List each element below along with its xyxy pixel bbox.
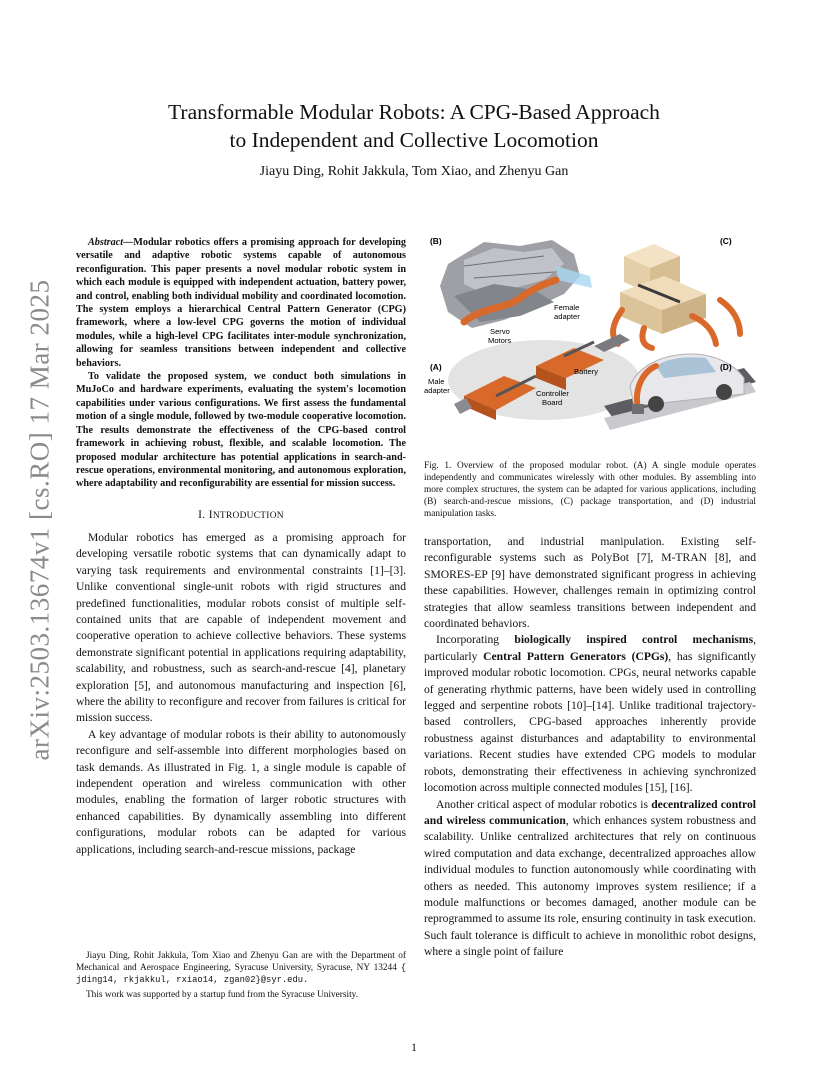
figure-1-caption: Fig. 1. Overview of the proposed modular robot. (A) A single module operates independently and communicates wirelessly with other modules. By assembling into more complex structures, the system can be adapted for various applications, including (B) search-and-rescue missions, (C) package transportation, and (D) industrial manipulation tasks.: [424, 461, 756, 519]
page-number: 1: [411, 1040, 417, 1054]
section-smallcaps: NTRODUCTION: [212, 510, 284, 521]
section-initial: I: [208, 507, 213, 521]
title-line-1: Transformable Modular Robots: A CPG-Based Approach: [168, 100, 660, 124]
label-male-1: Male: [428, 377, 445, 386]
left-column: [76, 236, 406, 858]
figure-label-d: (D): [720, 362, 732, 372]
label-controller-2: Board: [542, 398, 563, 407]
label-servo-2: Motors: [488, 336, 512, 345]
right-p2-c: , particularly: [424, 633, 756, 663]
section-heading-introduction: [76, 507, 406, 524]
right-p2-a: Incorporating: [436, 633, 515, 647]
right-paragraph-1: transportation, and industrial manipulation. Existing self-reconfigurable systems such as PolyBot [7], M-TRAN [8], and SMORES-EP [9] have demonstrated significant progress in achieving these capabilities. However, challenges remain in optimizing control strategies that allow seamless transitions between independent and coordinated behaviors.: [424, 535, 756, 631]
label-servo-1: Servo: [490, 327, 510, 336]
footnote-funding: This work was supported by a startup fund from the Syracuse University.: [86, 989, 359, 1000]
right-column-text: [424, 534, 756, 961]
right-p3-bold: decentralized control and wireless communication: [424, 797, 756, 827]
scene-package-transport: [613, 244, 740, 348]
label-battery: Battery: [574, 367, 599, 376]
section-numeral: I.: [198, 507, 209, 521]
right-column: [424, 236, 756, 961]
figure-1: [424, 236, 756, 458]
right-paragraph-2: [424, 632, 756, 796]
right-paragraph-3: [424, 797, 756, 961]
footnote-affiliation-text: Jiayu Ding, Rohit Jakkula, Tom Xiao and Zhenyu Gan are with the Department of Mechanical and Aerospace Engineering, Syracuse University, Syracuse, NY 13244: [76, 951, 406, 974]
right-p2-bold-2: Central Pattern Generators (CPGs): [483, 649, 669, 663]
right-p2-bold-1: biologically inspired control mechanisms: [514, 633, 754, 647]
figure-label-a: (A): [430, 362, 442, 372]
intro-paragraph-1: Modular robotics has emerged as a promising approach for developing versatile robotic systems that can dynamically adapt to varying task requirements and environmental constraints [1]–[3]. Unlike conventional single-unit robots with rigid structures and predefined functionalities, modular robots consist of multiple self-contained units that are capable of independent movement and cooperative operation to achieve collective behaviors. These systems demonstrate significant potential in applications requiring adaptability, scalability, and robustness, such as search-and-rescue [4], planetary exploration [5], and autonomous manufacturing and inspection [6], where the ability to reconfigure and recover from failures is critical for mission success.: [76, 530, 406, 725]
label-male-2: adapter: [424, 386, 450, 395]
abstract-paragraph-2: To validate the proposed system, we conduct both simulations in MuJoCo and hardware experiments, evaluating the system's locomotion capabilities under various configurations. We first assess the fundamental motion of a single module, followed by two-module cooperative locomotion. The results demonstrate the effectiveness of the CPG-based control framework in achieving robust, flexible, and scalable locomotion. The proposed modular architecture has potential applications in search-and-rescue operations, environmental monitoring, and autonomous exploration, where adaptability and reconfigurability are essential for mission success.: [76, 371, 406, 490]
abstract-paragraph-1: [76, 236, 406, 370]
label-controller-1: Controller: [536, 389, 569, 398]
arxiv-identifier: arXiv:2503.13674v1 [cs.RO] 17 Mar 2025: [24, 279, 55, 761]
footnote-emails: { jding14, rkjakkul, rxiao14, zgan02}@syr.edu.: [76, 963, 406, 986]
footnote: [76, 950, 406, 1003]
right-p3-a: Another critical aspect of modular robotics is: [436, 797, 652, 811]
figure-1-illustration: [424, 236, 756, 458]
footnote-affiliation: [76, 950, 406, 987]
abstract-lead: Abstract: [88, 237, 124, 248]
right-p2-d: , has significantly improved modular robotic locomotion. CPGs, neural networks capable of generating rhythmic patterns, have been widely used in controlling legged and serpentine robots [10]–[14]. Unlike traditional trajectory-based controllers, CPG-based approaches inherently provide robustness against disturbances and adaptability to environmental variations. Recent studies have extended CPG models to modular robots, demonstrating their effectiveness in achieving synchronized locomotion across multiple connected modules [15], [16].: [424, 649, 757, 795]
figure-label-b: (B): [430, 236, 442, 246]
author-list: Jiayu Ding, Rohit Jakkula, Tom Xiao, and Zhenyu Gan: [259, 164, 569, 179]
label-female-2: adapter: [554, 312, 580, 321]
label-female-1: Female: [554, 303, 580, 312]
right-p3-c: , which enhances system robustness and scalability. Unlike centralized architectures that rely on continuous wired computation and data exchange, decentralized approaches allow individual modules to function autonomously while coordinating with others as needed. This autonomy improves system resilience; if a module malfunctions or becomes damaged, another module can be reprogrammed to assume its role, ensuring continuity in task execution. Such fault tolerance is difficult to achieve in monolithic robot designs, where a single point of failure: [424, 813, 756, 959]
abstract-dash: —: [123, 237, 134, 248]
figure-label-c: (C): [720, 236, 732, 246]
intro-paragraph-2: A key advantage of modular robots is their ability to autonomously reconfigure and self-assemble into different morphologies based on task demands. As illustrated in Fig. 1, a single module is capable of independent operation and wireless communication with other modules, enabling the formation of larger robotic structures with enhanced capabilities. By dynamically assembling into different configurations, modular robots can be adapted for various applications, including search-and-rescue missions, package: [76, 727, 406, 856]
paper-title: [80, 98, 748, 154]
title-line-2: to Independent and Collective Locomotion: [229, 128, 599, 152]
arxiv-stamp: [20, 280, 60, 760]
abstract-text-1: Modular robotics offers a promising approach for developing versatile and adaptive robotic systems capable of autonomous reconfiguration. This paper presents a novel modular robotic system in which each module is equipped with independent actuation, battery power, and control, enabling both individual mobility and coordinated locomotion. The system employs a hierarchical Central Pattern Generator (CPG) framework, where a low-level CPG governs the motion of individual modules, while a high-level CPG facilitates inter-module synchronization, allowing for seamless transitions between independent and collective behaviors.: [76, 237, 406, 369]
